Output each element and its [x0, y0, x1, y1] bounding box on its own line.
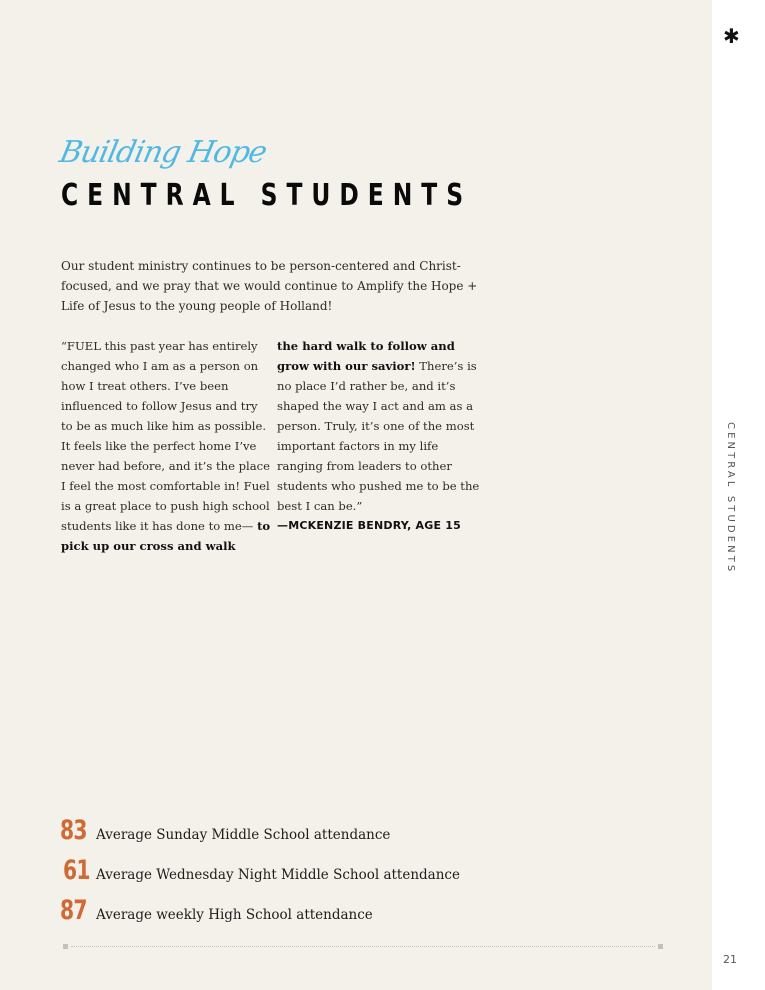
footer-divider — [63, 944, 663, 950]
quote-text: “FUEL this past year has entirely changed who I am as a person on how I treat others. I’ve been influenced to follow Jesus and try to be as much like him as possible. It feels like the perfect home I’ve never had before, and it’s the place I feel the most comfortable in! Fuel is a great place to push high school students like it has done to me— — [61, 339, 271, 533]
stat-label: Average Wednesday Night Middle School attendance — [96, 866, 460, 883]
stat-row — [60, 844, 460, 884]
quote-emphasis: the hard walk to follow and grow with our savior! — [277, 339, 455, 373]
divider-endcap — [63, 944, 68, 949]
intro-paragraph: Our student ministry continues to be person-centered and Christ-focused, and we pray that we would continue to Amplify the Hope + Life of Jesus to the young people of Holland! — [61, 259, 478, 313]
stat-row — [60, 804, 460, 844]
section-label: CENTRAL STUDENTS — [725, 422, 736, 575]
stat-value: 61 — [63, 855, 90, 886]
quote-emphasis: to pick up our cross and walk — [61, 519, 271, 553]
side-margin — [712, 0, 765, 990]
script-title: Building Hope — [56, 135, 270, 170]
page-title: CENTRAL STUDENTS — [61, 178, 473, 213]
quote-text: There’s is no place I’d rather be, and it’s shaped the way I act and am as a person. Truly, it’s one of the most important factors in my life ranging from leaders to other students who pushed me to be the best I can be.” — [277, 359, 480, 513]
divider-endcap — [658, 944, 663, 949]
quote-column-right — [277, 336, 487, 536]
asterisk-icon: ✱ — [723, 24, 740, 48]
quote-column-left — [61, 336, 271, 556]
stat-value: 87 — [60, 895, 87, 926]
quote-attribution: —MCKENZIE BENDRY, AGE 15 — [277, 519, 461, 532]
stat-label: Average Sunday Middle School attendance — [96, 826, 391, 843]
stat-value: 83 — [60, 815, 87, 846]
stat-label: Average weekly High School attendance — [96, 906, 373, 923]
stat-row — [60, 884, 460, 924]
page-number: 21 — [723, 953, 737, 966]
attendance-stats — [60, 804, 460, 924]
dotted-line — [71, 946, 655, 947]
